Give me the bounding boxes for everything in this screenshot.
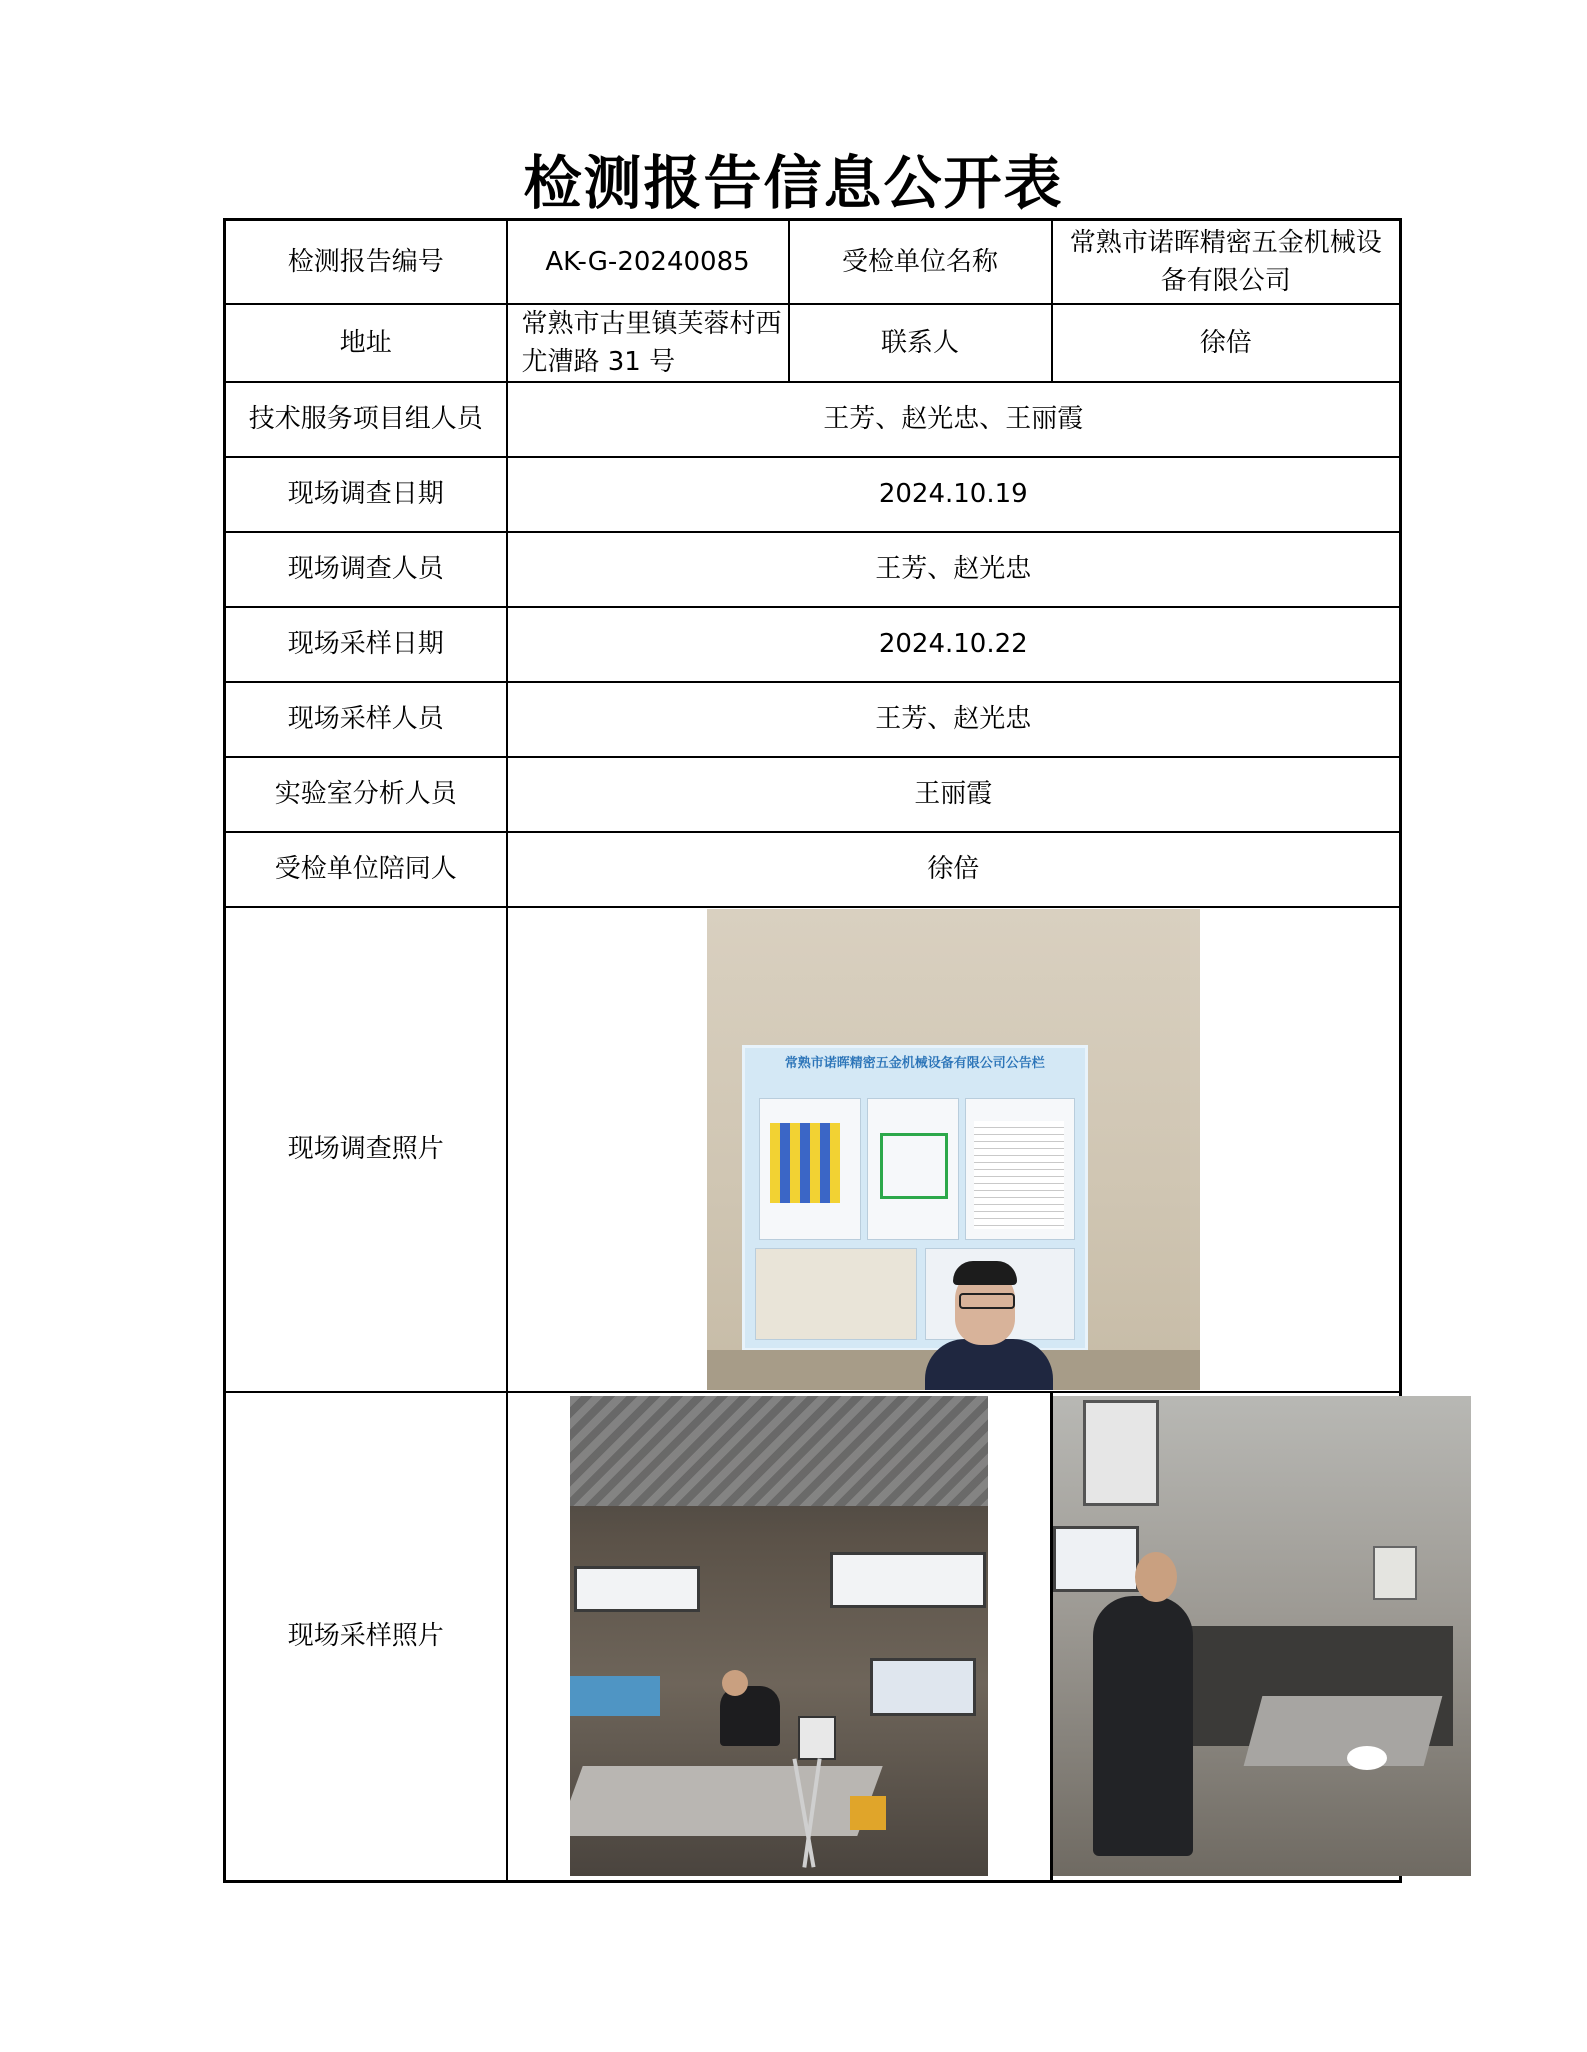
contact-label: 联系人	[789, 304, 1052, 382]
layout-diagram	[880, 1133, 948, 1199]
table-row	[225, 757, 1401, 832]
sampling-photo-1	[570, 1396, 988, 1876]
survey-staff-label: 现场调查人员	[225, 532, 507, 607]
notice-board-title: 常熟市诺晖精密五金机械设备有限公司公告栏	[784, 1055, 1045, 1071]
report-no-value: AK-G-20240085	[507, 220, 789, 304]
steel-plate	[570, 1766, 883, 1836]
table-row	[225, 607, 1401, 682]
blue-awning	[570, 1676, 660, 1716]
survey-photo-label: 现场调查照片	[225, 907, 507, 1392]
table-row	[225, 304, 1401, 382]
table-row	[225, 382, 1401, 457]
report-table	[223, 218, 1402, 1883]
sampling-staff-value: 王芳、赵光忠	[507, 682, 1401, 757]
yellow-machine	[850, 1796, 886, 1830]
escort-value: 徐倍	[507, 832, 1401, 907]
team-value: 王芳、赵光忠、王丽霞	[507, 382, 1401, 457]
team-label: 技术服务项目组人员	[225, 382, 507, 457]
sampling-date-value: 2024.10.22	[507, 607, 1401, 682]
lab-staff-value: 王丽霞	[507, 757, 1401, 832]
person-hair	[953, 1261, 1017, 1285]
table-row	[225, 220, 1401, 304]
workshop-window	[1053, 1526, 1139, 1592]
workshop-window	[574, 1566, 700, 1612]
unit-name-label: 受检单位名称	[789, 220, 1052, 304]
sampling-date-label: 现场采样日期	[225, 607, 507, 682]
electrical-box	[1373, 1546, 1417, 1600]
report-no-label: 检测报告编号	[225, 220, 507, 304]
board-panel	[965, 1098, 1075, 1240]
page-title: 检测报告信息公开表	[523, 149, 1064, 217]
board-panel	[759, 1098, 861, 1240]
data-sheet	[974, 1121, 1064, 1229]
worker	[1093, 1596, 1193, 1856]
escort-label: 受检单位陪同人	[225, 832, 507, 907]
survey-photo-cell	[507, 907, 1401, 1392]
table-row	[225, 832, 1401, 907]
notice-board	[742, 1045, 1088, 1351]
address-value: 常熟市古里镇芙蓉村西尤漕路 31 号	[507, 304, 789, 382]
table-row	[225, 457, 1401, 532]
worker-head	[722, 1670, 748, 1696]
table-row	[225, 1392, 1401, 1882]
workshop-window	[830, 1552, 986, 1608]
worker	[720, 1686, 780, 1746]
person-shirt	[925, 1339, 1053, 1390]
glasses-icon	[959, 1293, 1015, 1309]
workshop-window	[1083, 1400, 1159, 1506]
table-row	[225, 682, 1401, 757]
sampling-photo-cell-2	[1052, 1392, 1401, 1882]
sampling-photo-2	[1053, 1396, 1471, 1876]
contact-value: 徐倍	[1052, 304, 1401, 382]
unit-name-value: 常熟市诺晖精密五金机械设备有限公司	[1052, 220, 1401, 304]
worker-head	[1135, 1552, 1177, 1602]
floor-plan	[770, 1123, 840, 1203]
address-label: 地址	[225, 304, 507, 382]
survey-photo	[707, 909, 1200, 1390]
workshop-roof	[570, 1396, 988, 1506]
workshop-window	[870, 1658, 976, 1716]
survey-staff-value: 王芳、赵光忠	[507, 532, 1401, 607]
sampling-staff-label: 现场采样人员	[225, 682, 507, 757]
plate-hole	[1347, 1746, 1387, 1770]
sampling-photo-cell-1	[507, 1392, 1052, 1882]
sampling-photo-label: 现场采样照片	[225, 1392, 507, 1882]
table-row	[225, 532, 1401, 607]
table-row	[225, 907, 1401, 1392]
survey-date-value: 2024.10.19	[507, 457, 1401, 532]
sampler-device	[798, 1716, 836, 1760]
board-panel	[867, 1098, 959, 1240]
steel-plate	[1244, 1696, 1443, 1766]
board-document	[755, 1248, 917, 1340]
lab-staff-label: 实验室分析人员	[225, 757, 507, 832]
survey-date-label: 现场调查日期	[225, 457, 507, 532]
